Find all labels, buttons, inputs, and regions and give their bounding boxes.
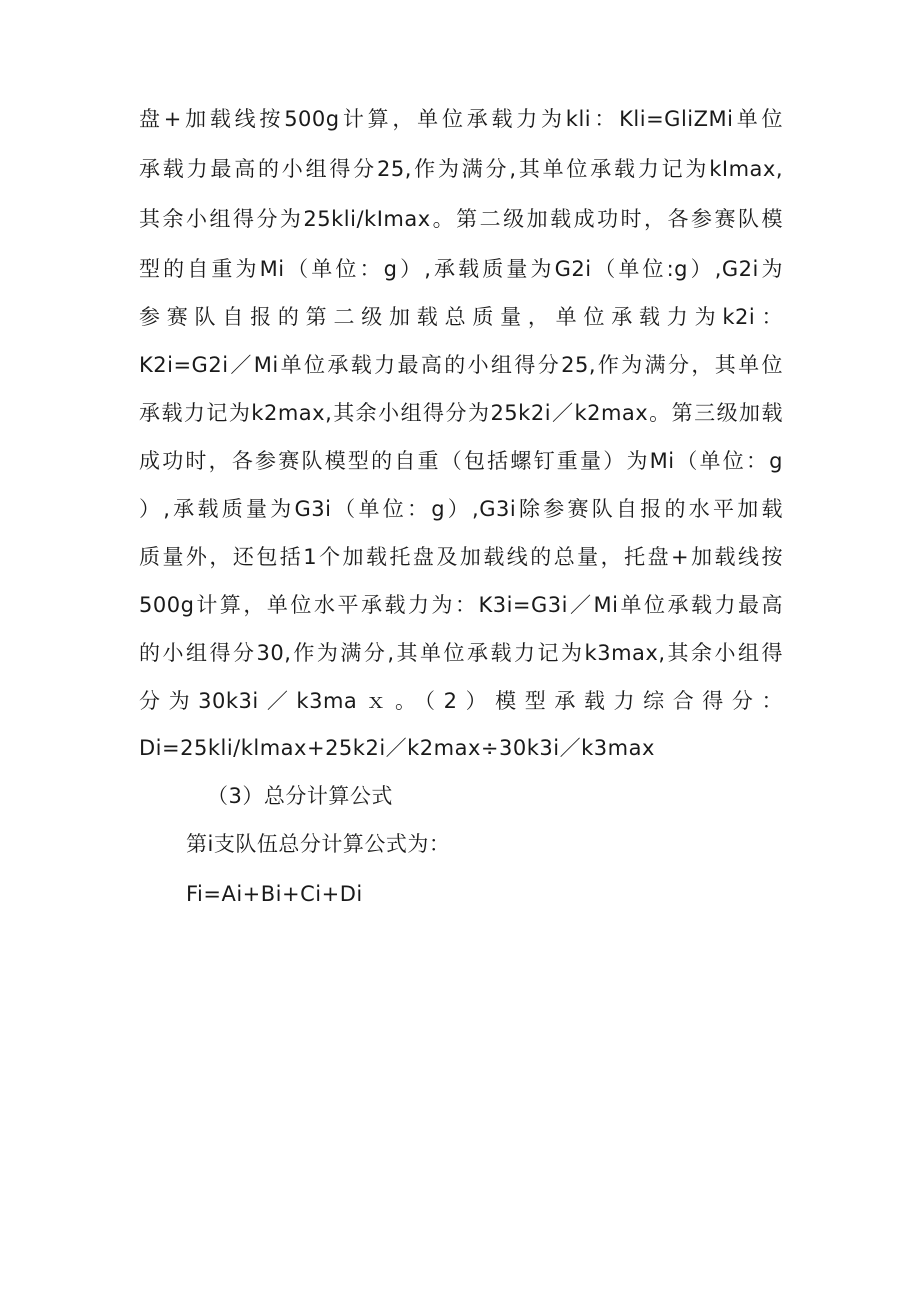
paragraph-line-11: 500g计算，单位水平承载力为：K3i=G3i／Mi单位承载力最高 (139, 593, 783, 617)
paragraph-line-2: 承载力最高的小组得分25,作为满分,其单位承载力记为kImax, (139, 157, 783, 181)
paragraph-line-14: Di=25kli/klmax+25k2i／k2max÷30k3i／k3max (139, 736, 655, 760)
paragraph-line-3: 其余小组得分为25kli/kImax。第二级加载成功时，各参赛队模 (139, 207, 783, 231)
paragraph-line-1: 盘+加载线按500g计算，单位承载力为kli：Kli=GliZMi单位 (139, 107, 783, 131)
paragraph-line-6: K2i=G2i／Mi单位承载力最高的小组得分25,作为满分，其单位 (139, 353, 783, 377)
paragraph-line-8: 成功时，各参赛队模型的自重（包括螺钉重量）为Mi（单位：g (139, 449, 783, 473)
formula-intro: 第i支队伍总分计算公式为： (186, 832, 451, 856)
paragraph-line-7: 承载力记为k2max,其余小组得分为25k2i／k2max。第三级加载 (139, 401, 783, 425)
paragraph-line-4: 型的自重为Mi（单位：g）,承载质量为G2i（单位:g）,G2i为 (139, 257, 783, 281)
paragraph-line-13: 分为30k3i／k3maｘ。（2）模型承载力综合得分： (139, 689, 783, 713)
paragraph-line-5: 参赛队自报的第二级加载总质量，单位承载力为k2i： (139, 305, 783, 329)
paragraph-line-10: 质量外，还包括1个加载托盘及加载线的总量，托盘+加载线按 (139, 545, 783, 569)
section-heading: （3）总分计算公式 (207, 784, 393, 808)
formula: Fi=Ai+Bi+Ci+Di (186, 882, 363, 906)
paragraph-line-12: 的小组得分30,作为满分,其单位承载力记为k3max,其余小组得 (139, 641, 783, 665)
paragraph-line-9: ）,承载质量为G3i（单位：g）,G3i除参赛队自报的水平加载 (139, 497, 783, 521)
